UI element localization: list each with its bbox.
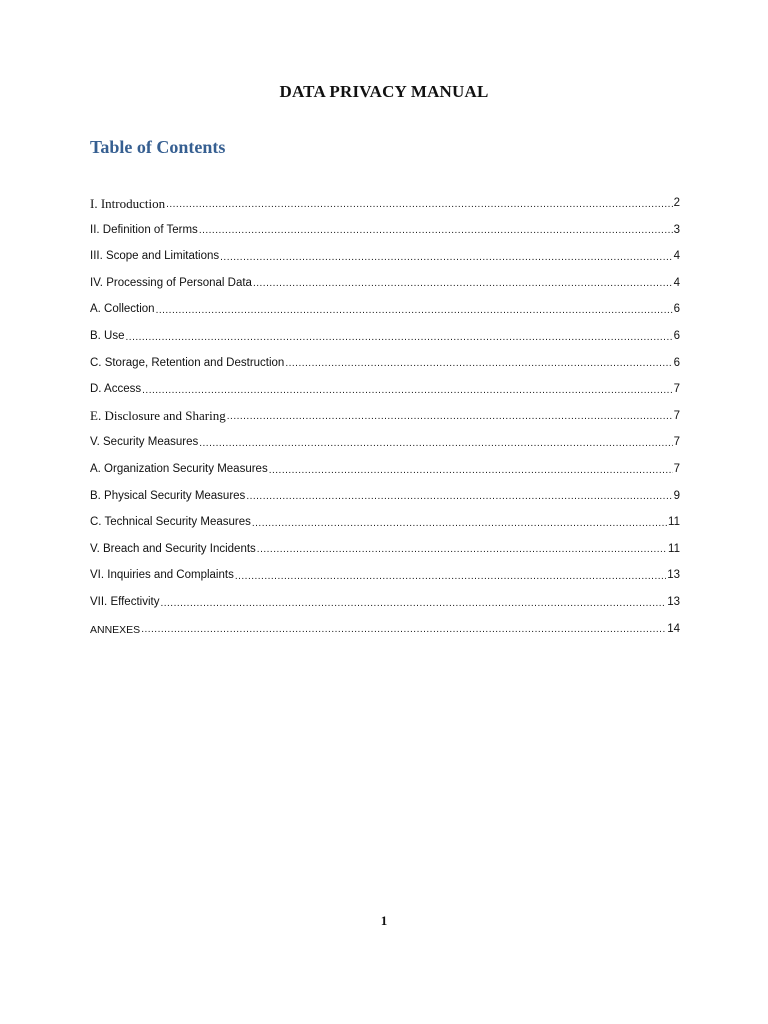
- toc-entry-page: 9: [673, 489, 680, 502]
- dot-leader: [156, 306, 673, 317]
- toc-entry-page: 4: [673, 250, 680, 263]
- dot-leader: [141, 625, 666, 636]
- dot-leader: [246, 492, 672, 503]
- toc-entry-page: 7: [673, 409, 680, 422]
- toc-entry-page: 6: [673, 303, 680, 316]
- toc-entry-label: VII. Effectivity: [90, 596, 160, 608]
- document-title: DATA PRIVACY MANUAL: [279, 82, 489, 101]
- dot-leader: [126, 333, 673, 344]
- dot-leader: [142, 386, 672, 397]
- toc-entry-inquiries-and-complaints[interactable]: [90, 556, 680, 583]
- dot-leader: [166, 200, 673, 211]
- toc-entry-use[interactable]: [90, 317, 680, 344]
- toc-entry-organization-security-measures[interactable]: [90, 450, 680, 477]
- toc-heading: Table of Contents: [90, 137, 226, 157]
- dot-leader: [220, 253, 672, 264]
- toc-entry-label: E. Disclosure and Sharing: [90, 408, 226, 424]
- toc-entry-page: 7: [673, 383, 680, 396]
- toc-entry-scope-and-limitations[interactable]: [90, 237, 680, 264]
- page-number: 1: [380, 913, 388, 928]
- toc-entry-label: C. Technical Security Measures: [90, 516, 251, 529]
- toc-entry-page: 11: [668, 516, 680, 529]
- toc-entry-label: B. Use: [90, 330, 125, 343]
- toc-entry-collection[interactable]: [90, 290, 680, 317]
- toc-entry-label: II. Definition of Terms: [90, 223, 198, 236]
- toc-entry-introduction[interactable]: [90, 184, 680, 211]
- toc-entry-page: 7: [673, 436, 680, 449]
- dot-leader: [269, 466, 673, 477]
- dot-leader: [285, 359, 672, 370]
- dot-leader: [253, 279, 673, 290]
- toc-entry-physical-security-measures[interactable]: [90, 477, 680, 504]
- toc-entry-technical-security-measures[interactable]: [90, 503, 680, 530]
- toc-entry-label: III. Scope and Limitations: [90, 250, 220, 263]
- toc-entry-breach-and-security-incidents[interactable]: [90, 530, 680, 557]
- toc-entry-label: ANNEXES: [90, 623, 141, 636]
- toc-entry-definition-of-terms[interactable]: [90, 211, 680, 238]
- toc-entry-page: 7: [673, 463, 680, 476]
- dot-leader: [227, 412, 673, 423]
- toc-entry-access[interactable]: [90, 370, 680, 397]
- toc-entry-storage-retention-destruction[interactable]: [90, 344, 680, 371]
- dot-leader: [235, 572, 666, 583]
- toc-entry-page: 2: [673, 197, 680, 210]
- toc-entry-page: 13: [667, 569, 680, 582]
- toc-entry-page: 6: [673, 330, 680, 343]
- table-of-contents: [90, 184, 680, 636]
- toc-entry-page: 13: [667, 596, 680, 608]
- toc-entry-security-measures[interactable]: [90, 423, 680, 450]
- toc-entry-label: A. Collection: [90, 303, 155, 316]
- toc-entry-page: 4: [673, 276, 680, 289]
- toc-entry-label: I. Introduction: [90, 195, 166, 211]
- toc-entry-label: V. Breach and Security Incidents: [90, 542, 256, 555]
- toc-entry-label: D. Access: [90, 383, 142, 396]
- toc-entry-effectivity[interactable]: [90, 583, 680, 610]
- toc-entry-label: V. Security Measures: [90, 436, 199, 449]
- toc-entry-annexes[interactable]: [90, 610, 680, 637]
- toc-entry-page: 3: [673, 223, 680, 236]
- toc-entry-label: C. Storage, Retention and Destruction: [90, 356, 285, 369]
- toc-entry-label: A. Organization Security Measures: [90, 463, 268, 476]
- toc-entry-page: 11: [668, 542, 680, 555]
- toc-entry-label: B. Physical Security Measures: [90, 489, 246, 502]
- dot-leader: [160, 599, 666, 610]
- toc-entry-processing-of-personal-data[interactable]: [90, 264, 680, 291]
- toc-entry-page: 14: [667, 622, 680, 635]
- dot-leader: [252, 519, 667, 530]
- toc-entry-label: VI. Inquiries and Complaints: [90, 569, 234, 582]
- dot-leader: [199, 226, 673, 237]
- dot-leader: [199, 439, 672, 450]
- dot-leader: [257, 545, 667, 556]
- toc-entry-disclosure-and-sharing[interactable]: [90, 397, 680, 424]
- toc-entry-page: 6: [673, 356, 680, 369]
- toc-entry-label: IV. Processing of Personal Data: [90, 276, 252, 289]
